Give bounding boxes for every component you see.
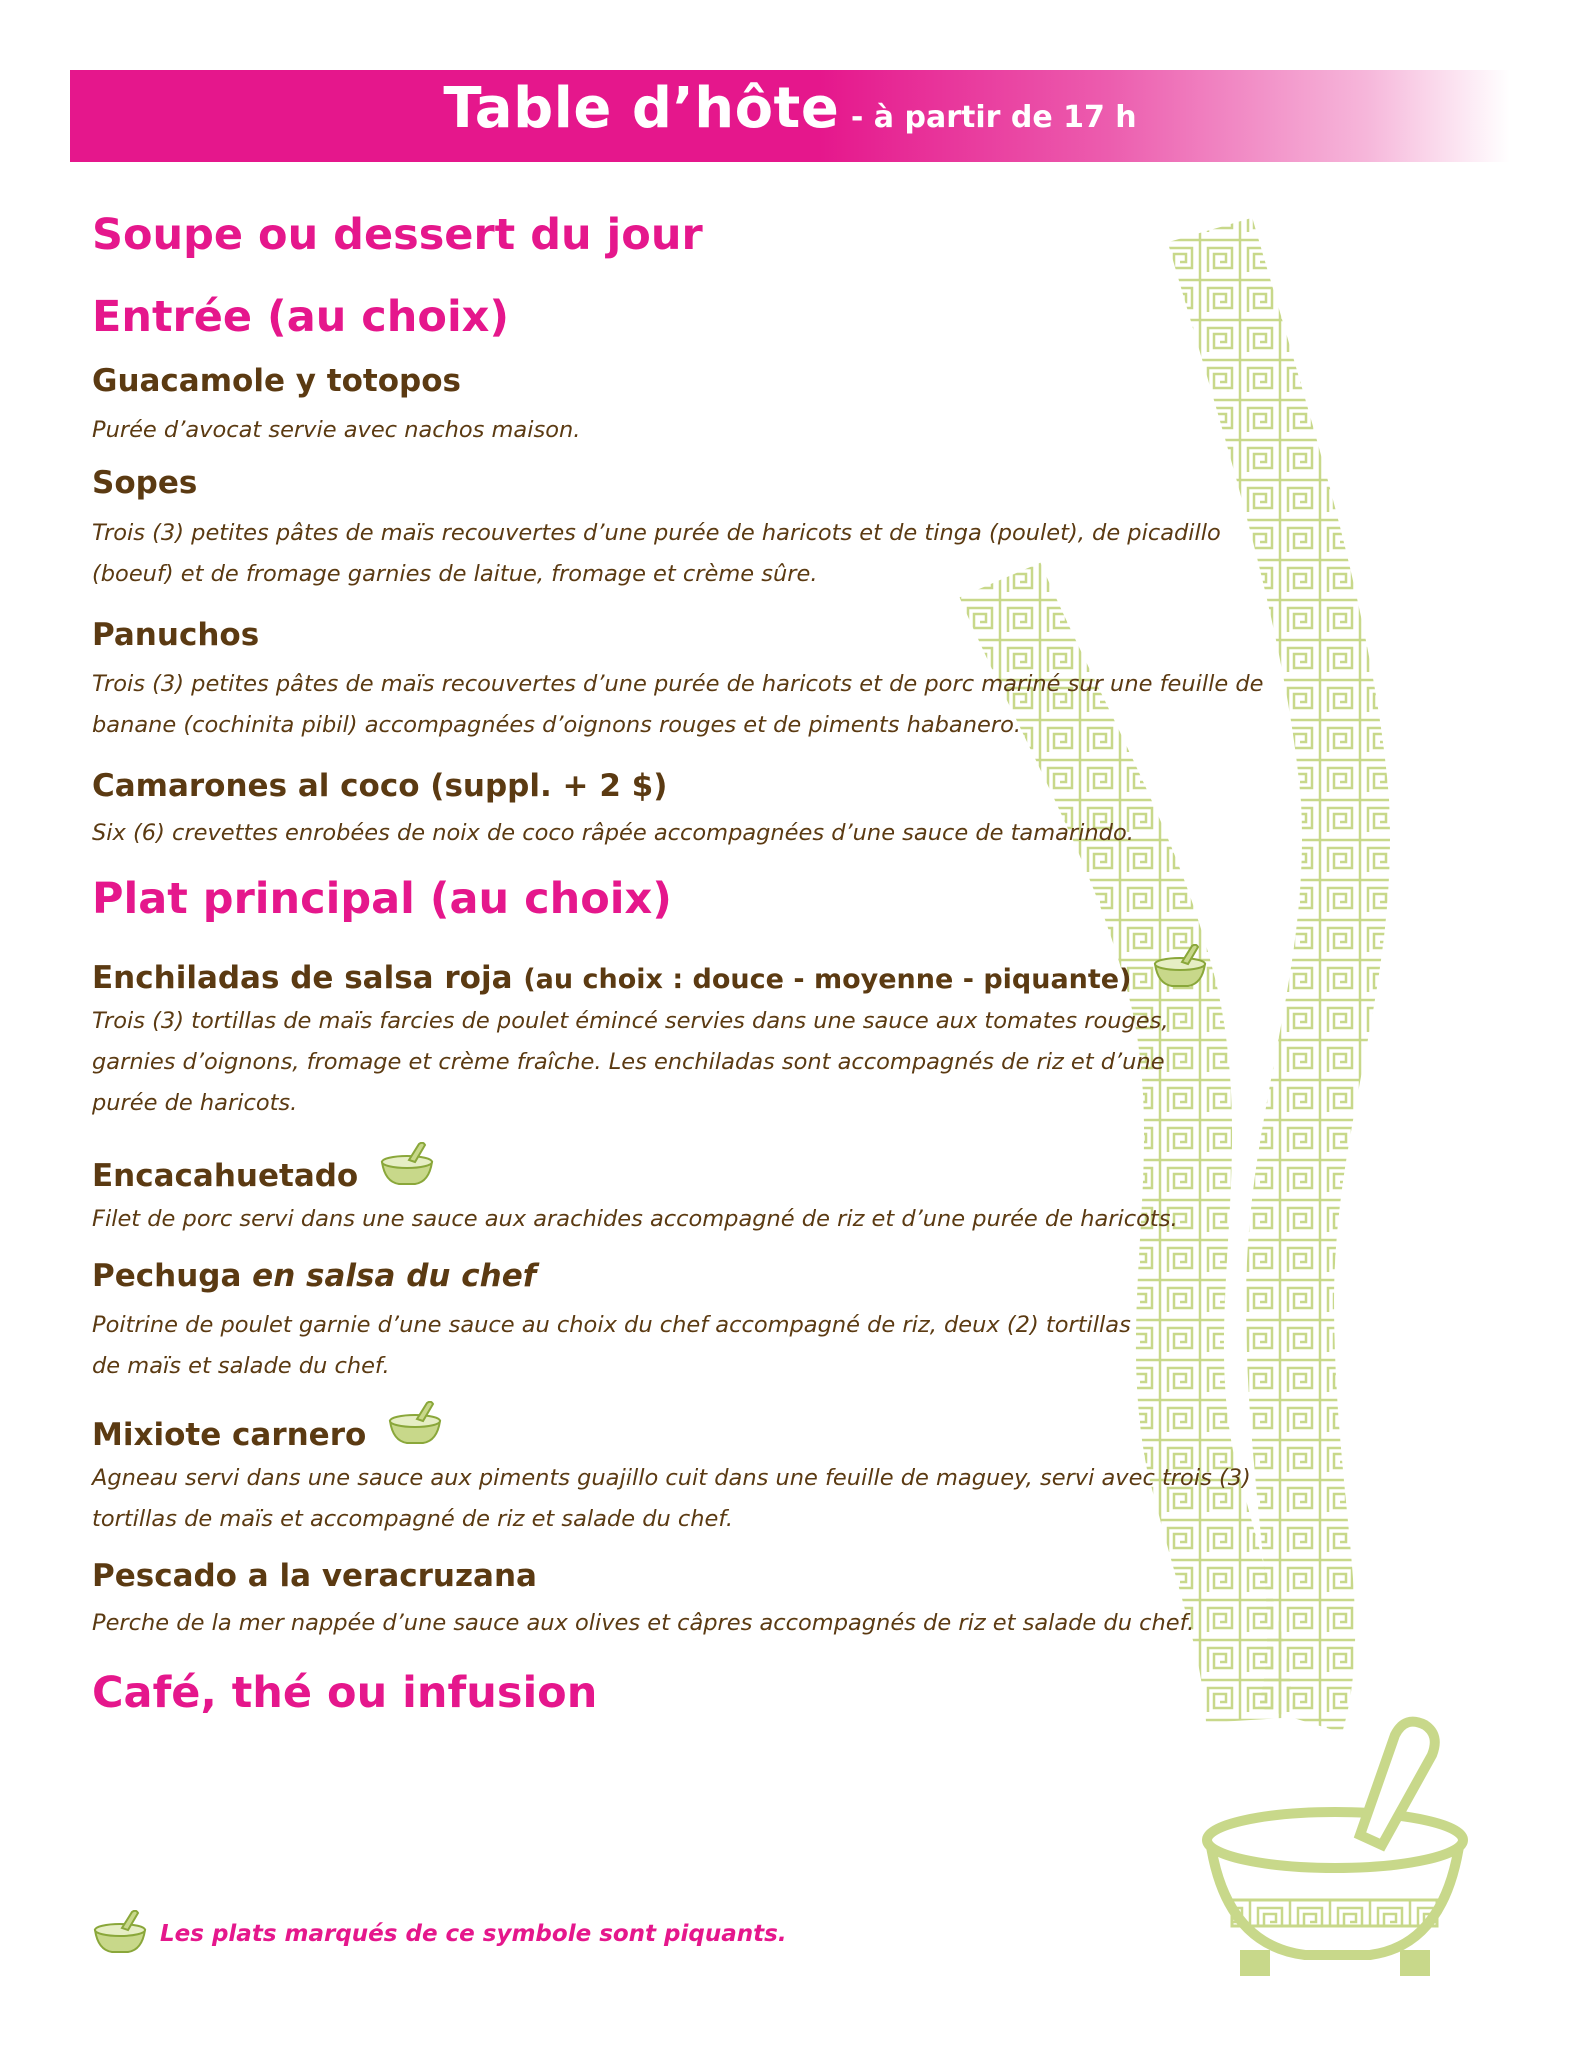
- footnote-text: Les plats marqués de ce symbole sont piquants.: [160, 1921, 787, 1947]
- mortar-icon: [387, 1401, 443, 1449]
- dish-name: Encacahuetado: [92, 1157, 359, 1194]
- dish-name-row: [92, 1142, 1332, 1195]
- section-cafe: Café, thé ou infusion: [92, 1668, 598, 1719]
- dish-name-row: [92, 1258, 1332, 1295]
- dish-enchiladas: [92, 944, 1332, 1124]
- dish-name: Sopes: [92, 465, 198, 502]
- dish-name: Guacamole y totopos: [92, 363, 461, 400]
- dish-description: (boeuf) et de fromage garnies de laitue, fromage et crème sûre.: [92, 560, 818, 587]
- page-title: Table d’hôte: [443, 76, 840, 141]
- dish-description: tortillas de maïs et accompagné de riz et salade du chef.: [92, 1506, 734, 1533]
- dish-description: de maïs et salade du chef.: [92, 1353, 390, 1380]
- mortar-icon: [92, 1910, 148, 1958]
- dish-description: Perche de la mer nappée d’une sauce aux olives et câpres accompagnés de riz et salade du chef.: [92, 1610, 1195, 1637]
- dish-pescado: [92, 1558, 1332, 1644]
- dish-name: Camarones al coco (suppl. + 2 $): [92, 767, 668, 804]
- dish-name-row: [92, 944, 1332, 997]
- dish-description: Trois (3) petites pâtes de maïs recouvertes d’une purée de haricots et de tinga (poulet), de picadillo: [92, 519, 1221, 546]
- dish-name: Enchiladas de salsa roja: [92, 959, 513, 996]
- dish-encacahuetado: [92, 1142, 1332, 1240]
- section-plat: Plat principal (au choix): [92, 873, 672, 924]
- header-text: [70, 76, 1510, 141]
- header-banner: [70, 70, 1510, 162]
- dish-name: Pescado a la veracruzana: [92, 1558, 537, 1595]
- dish-guacamole: [92, 363, 1332, 451]
- dish-description: garnies d’oignons, fromage et crème fraîche. Les enchiladas sont accompagnés de riz et d’une: [92, 1048, 1165, 1075]
- dish-camarones: [92, 768, 1332, 854]
- dish-sopes: [92, 465, 1332, 594]
- page-subtitle: - à partir de 17 h: [850, 100, 1137, 135]
- dish-description: Purée d’avocat servie avec nachos maison.: [92, 417, 581, 444]
- mortar-icon: [379, 1142, 435, 1190]
- dish-pechuga: [92, 1258, 1332, 1387]
- large-mortar-icon: [1207, 1722, 1463, 1976]
- dish-description: Six (6) crevettes enrobées de noix de coco râpée accompagnées d’une sauce de tamarindo.: [92, 819, 1134, 846]
- section-entree: Entrée (au choix): [92, 291, 510, 342]
- dish-description: Poitrine de poulet garnie d’une sauce au choix du chef accompagné de riz, deux (2) tortillas: [92, 1312, 1131, 1339]
- mortar-icon: [1152, 944, 1208, 992]
- dish-description: Trois (3) petites pâtes de maïs recouvertes d’une purée de haricots et de porc mariné sur une feuille de: [92, 670, 1264, 697]
- dish-name: Pechuga: [92, 1257, 242, 1294]
- dish-description: Trois (3) tortillas de maïs farcies de poulet émincé servies dans une sauce aux tomates rouges,: [92, 1007, 1169, 1034]
- dish-description: Filet de porc servi dans une sauce aux arachides accompagné de riz et d’une purée de haricots.: [92, 1205, 1178, 1232]
- dish-name: Panuchos: [92, 616, 260, 653]
- dish-options: (au choix : douce - moyenne - piquante): [523, 963, 1132, 995]
- dish-description: Agneau servi dans une sauce aux piments guajillo cuit dans une feuille de maguey, servi avec trois (3): [92, 1465, 1251, 1492]
- dish-mixiote: [92, 1401, 1332, 1540]
- dish-description: purée de haricots.: [92, 1089, 298, 1116]
- dish-panuchos: [92, 617, 1332, 746]
- dish-name-italic: en salsa du chef: [252, 1257, 537, 1294]
- section-soupe: Soupe ou dessert du jour: [92, 210, 703, 260]
- footnote: [92, 1910, 787, 1958]
- menu-content: [92, 210, 1332, 1720]
- dish-name-row: [92, 1401, 1332, 1454]
- dish-name: Mixiote carnero: [92, 1417, 367, 1454]
- dish-description: banane (cochinita pibil) accompagnées d’oignons rouges et de piments habanero.: [92, 711, 1021, 738]
